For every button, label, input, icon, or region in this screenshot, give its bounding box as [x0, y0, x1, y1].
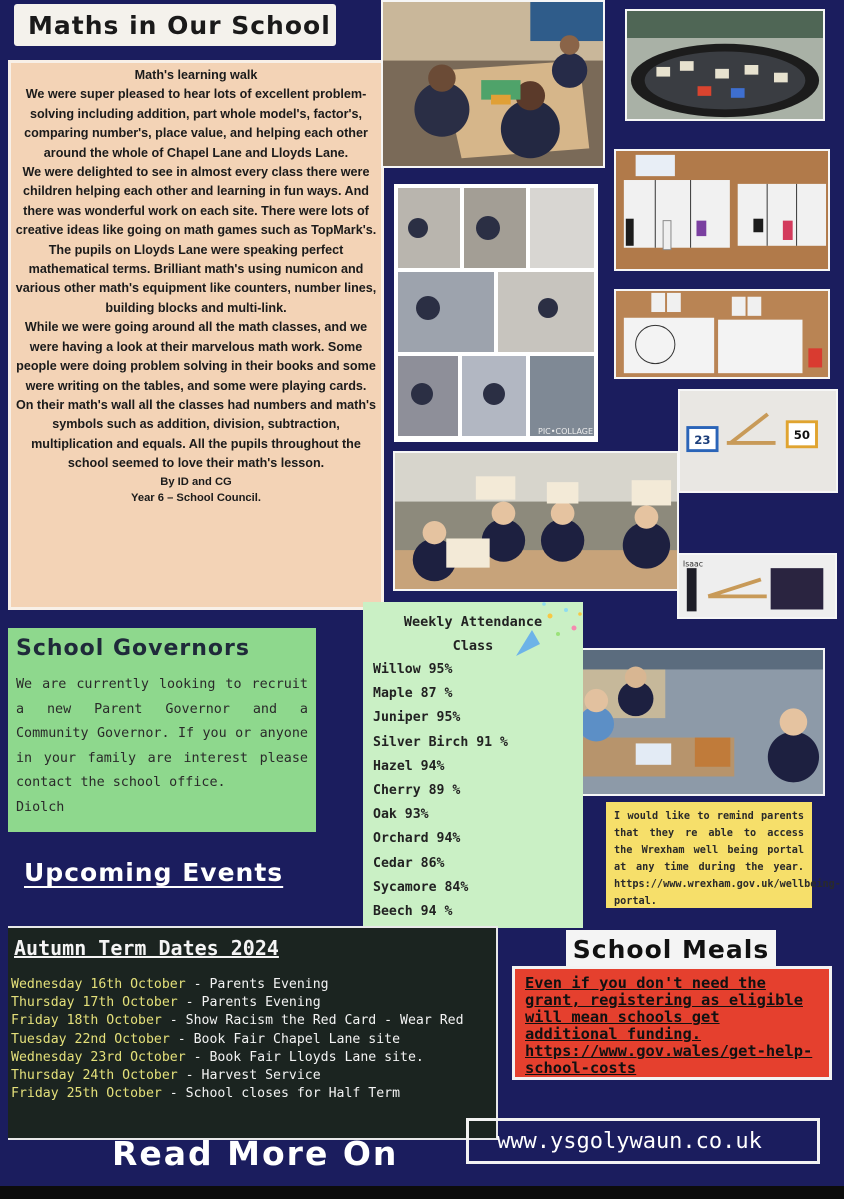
attendance-row: Cedar 86%	[373, 855, 445, 871]
term-date-row	[8, 1031, 496, 1049]
photo-number-cards	[614, 289, 830, 379]
attendance-row: Willow 95%	[373, 662, 453, 677]
term-date: Thursday 24th October	[11, 1068, 178, 1084]
photo-collage	[394, 184, 598, 442]
school-meals-text: Even if you don't need the grant, registering as eligible will mean schools get additional funding.	[525, 974, 803, 1043]
article-paragraph: We were super pleased to hear lots of excellent problem-solving including addition, part whole model's, factor's, comparing number's, place value, and helping each other around the whole of Chapel Lane and Lloyds Lane.	[24, 87, 368, 160]
photo-children-with-boards	[393, 451, 679, 591]
term-event: - Book Fair Chapel Lane site	[169, 1031, 401, 1047]
term-date: Wednesday 23rd October	[11, 1049, 186, 1065]
governors-text: We are currently looking to recruit a new Parent Governor and a Community Governor. If you or anyone in your family are interest please contact the school office.	[16, 677, 308, 790]
term-event: - Book Fair Lloyds Lane site.	[185, 1049, 424, 1065]
governors-sign-off: Diolch	[16, 799, 65, 815]
attendance-row: Cherry 89 %	[373, 783, 461, 799]
attendance-row: Maple 87 %	[373, 686, 453, 702]
learning-walk-article	[8, 60, 384, 610]
term-date-row	[8, 1012, 496, 1030]
term-event: - Parents Evening	[185, 977, 329, 992]
term-date-row	[8, 976, 496, 994]
photo-children-at-tables	[545, 648, 825, 796]
attendance-row: Orchard 94%	[373, 831, 461, 847]
governors-title: School Governors	[16, 636, 250, 661]
school-meals-title: School Meals	[566, 930, 776, 968]
collage-caption: PIC•COLLAGE	[538, 427, 594, 436]
school-governors-panel	[8, 628, 316, 832]
wellbeing-portal-reminder: I would like to remind parents that they re able to access the Wrexham well being portal at any time during the year. https://www.wrexham.gov.uk/wellbeing-portal.	[606, 802, 812, 908]
school-meals-panel	[512, 966, 832, 1080]
photo-number-line-23-50	[678, 389, 838, 493]
isaac-label: Isaac	[682, 559, 704, 569]
page-title: Maths in Our School	[14, 4, 336, 46]
term-event: - Show Racism the Red Card - Wear Red	[161, 1013, 464, 1029]
article-paragraph: On their math's wall all the classes had numbers and math's symbols such as addition, division, subtraction, multiplication and equals. All the pupils throughout the school seemed to love their math's lesson.	[15, 397, 377, 471]
read-more-label: Read More On	[112, 1134, 399, 1173]
term-date: Wednesday 16th October	[11, 977, 186, 992]
attendance-row: Beech 94 %	[373, 904, 453, 920]
term-event: - Parents Evening	[177, 995, 321, 1011]
attendance-row: Oak 93%	[373, 807, 429, 823]
term-dates-panel	[8, 926, 498, 1140]
term-date-row	[8, 1085, 496, 1103]
upcoming-events-heading: Upcoming Events	[24, 858, 284, 887]
photo-place-value-boards	[614, 149, 830, 271]
photo-classroom-table	[381, 0, 605, 168]
article-paragraph: While we were going around all the math classes, and we were having a look at their marvelous math work. Some people were doing problem solving in their books and some were writing on the tables, and some were playing cards.	[16, 320, 376, 393]
term-date-row	[8, 1067, 496, 1085]
attendance-subtitle: Class	[452, 638, 494, 654]
photo-tuff-tray	[625, 9, 825, 121]
term-date: Friday 25th October	[11, 1086, 162, 1102]
attendance-row: Silver Birch 91 %	[373, 734, 508, 750]
term-date: Tuesday 22nd October	[11, 1031, 170, 1047]
term-date-row	[8, 994, 496, 1012]
card-23-label: 23	[694, 432, 711, 447]
attendance-title: Weekly Attendance	[403, 614, 543, 630]
term-date: Friday 18th October	[11, 1013, 162, 1029]
website-link[interactable]: www.ysgolywaun.co.uk	[466, 1118, 820, 1164]
article-heading: Math's learning walk	[134, 68, 258, 82]
term-date-row	[8, 1049, 496, 1067]
attendance-row: Hazel 94%	[373, 758, 445, 774]
bottom-bar	[0, 1186, 844, 1199]
term-dates-title: Autumn Term Dates 2024	[14, 936, 279, 960]
article-council: Year 6 – School Council.	[131, 491, 261, 504]
article-paragraph: We were delighted to see in almost every class there were children helping each other and learning in fun ways. And there was wonderful work on each site. There were lots of creative ideas like going on math games such as TopMark's. The pupils on Lloyds Lane were speaking perfect mathematical terms. Brilliant math's using numicon and various other math's equipment like counters, number lines, building blocks and multi-link.	[15, 165, 377, 315]
card-50-label: 50	[793, 428, 811, 443]
article-author: By ID and CG	[160, 475, 232, 488]
attendance-row: Juniper 95%	[373, 710, 461, 726]
photo-multilink-isaac	[677, 553, 837, 619]
term-event: - School closes for Half Term	[161, 1086, 401, 1102]
school-meals-link[interactable]: https://www.gov.wales/get-help-school-costs	[525, 1042, 813, 1077]
attendance-row: Sycamore 84%	[373, 879, 469, 895]
party-popper-icon	[510, 600, 590, 664]
term-date: Thursday 17th October	[11, 995, 178, 1011]
term-event: - Harvest Service	[177, 1068, 321, 1084]
